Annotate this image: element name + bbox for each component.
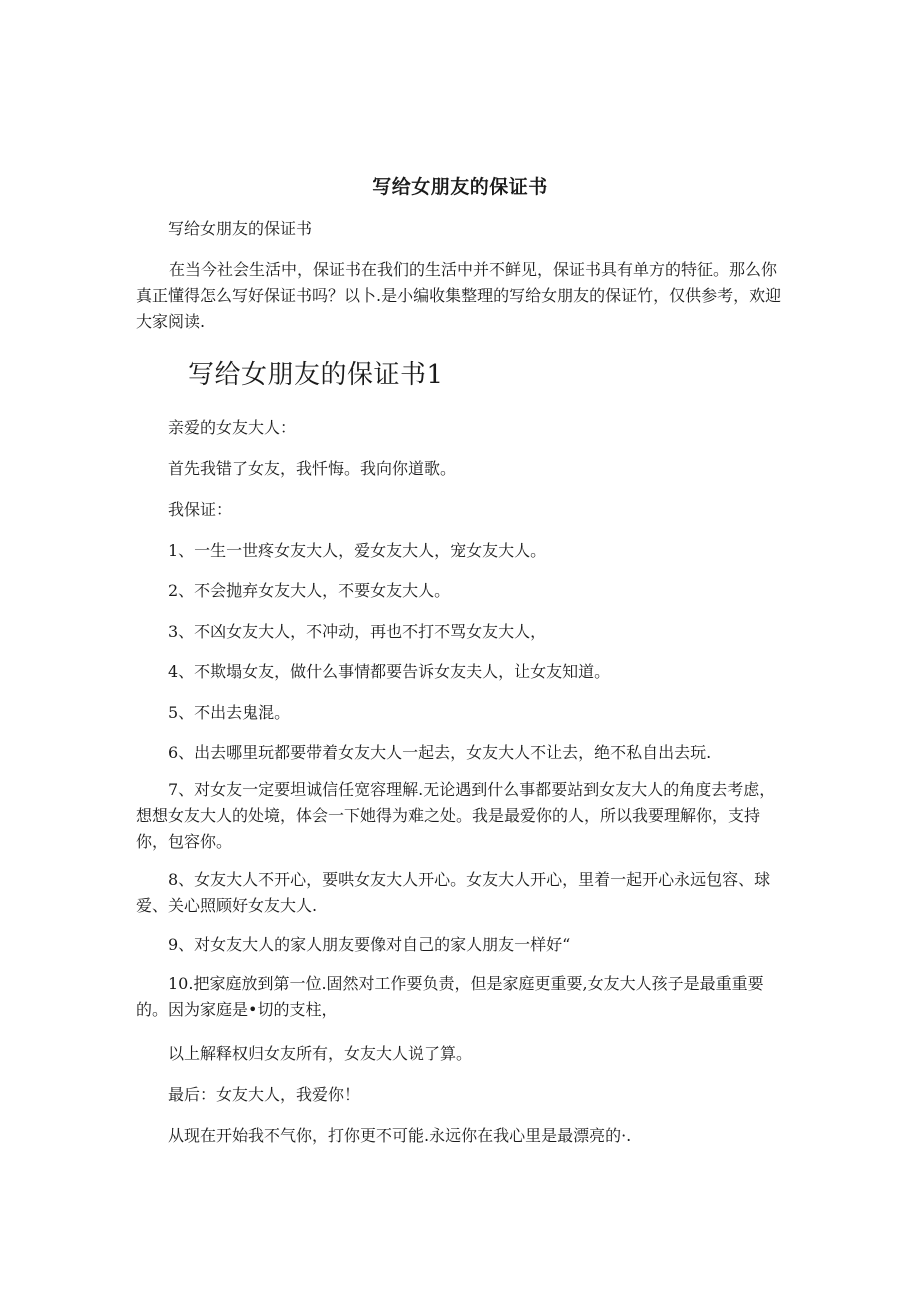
promise-item-8: 8、女友大人不开心，要哄女友大人开心。女友大人开心，里着一起开心永远包容、球爱、关心照顾好女友大人. (136, 870, 771, 915)
promise-item-10: 10.把家庭放到第一位.固然对工作要负责，但是家庭更重要,女友大人孩子是最重重要的。因为家庭是•切的支柱， (136, 974, 764, 1019)
promise-item-7: 7、对女友一定要坦诚信任宽容理解.无论遇到什么事都要站到女友大人的角度去考虑，想想女友大人的处境，体会一下她得为难之处。我是最爱你的人，所以我要理解你，支持你，包容你。 (136, 780, 776, 851)
closing-promise: 从现在开始我不气你，打你更不可能.永远你在我心里是最漂亮的·. (168, 1126, 632, 1145)
closing-statement: 以上解释权归女友所有，女友大人说了算。 (168, 1044, 473, 1063)
intro-paragraph: 在当今社会生活中，保证书在我们的生活中并不鲜见，保证书具有单方的特征。那么你真正懂得怎么写好保证书吗？以卜.是小编收集整理的写给女朋友的保证竹，仅供参考，欢迎大家阅读. (136, 260, 782, 331)
salutation: 亲爱的女友大人： (168, 418, 297, 437)
promise-item-4: 4、不欺塌女友，做什么事情都要告诉女友夫人，让女友知道。 (168, 662, 611, 681)
promise-intro: 我保证： (168, 500, 233, 519)
section-heading: 写给女朋友的保证书1 (188, 360, 444, 390)
promise-item-1: 1、一生一世疼女友大人，爱女友大人，宠女友大人。 (168, 541, 547, 560)
promise-item-9: 9、对女友大人的家人朋友要像对自己的家人朋友一样好“ (168, 935, 571, 954)
promise-item-5: 5、不出去鬼混。 (168, 703, 291, 722)
apology-paragraph: 首先我错了女友，我忏悔。我向你道歌。 (168, 459, 457, 478)
document-title: 写给女朋友的保证书 (372, 176, 548, 198)
closing-love: 最后：女友大人，我爱你！ (168, 1085, 361, 1104)
promise-item-2: 2、不会抛弃女友大人，不要女友大人。 (168, 581, 451, 600)
promise-item-6: 6、出去哪里玩都要带着女友大人一起去，女友大人不让去，绝不私自出去玩. (168, 743, 712, 762)
promise-item-3: 3、不凶女友大人，不冲动，再也不打不骂女友大人， (168, 622, 547, 641)
document-subtitle: 写给女朋友的保证书 (168, 219, 313, 238)
